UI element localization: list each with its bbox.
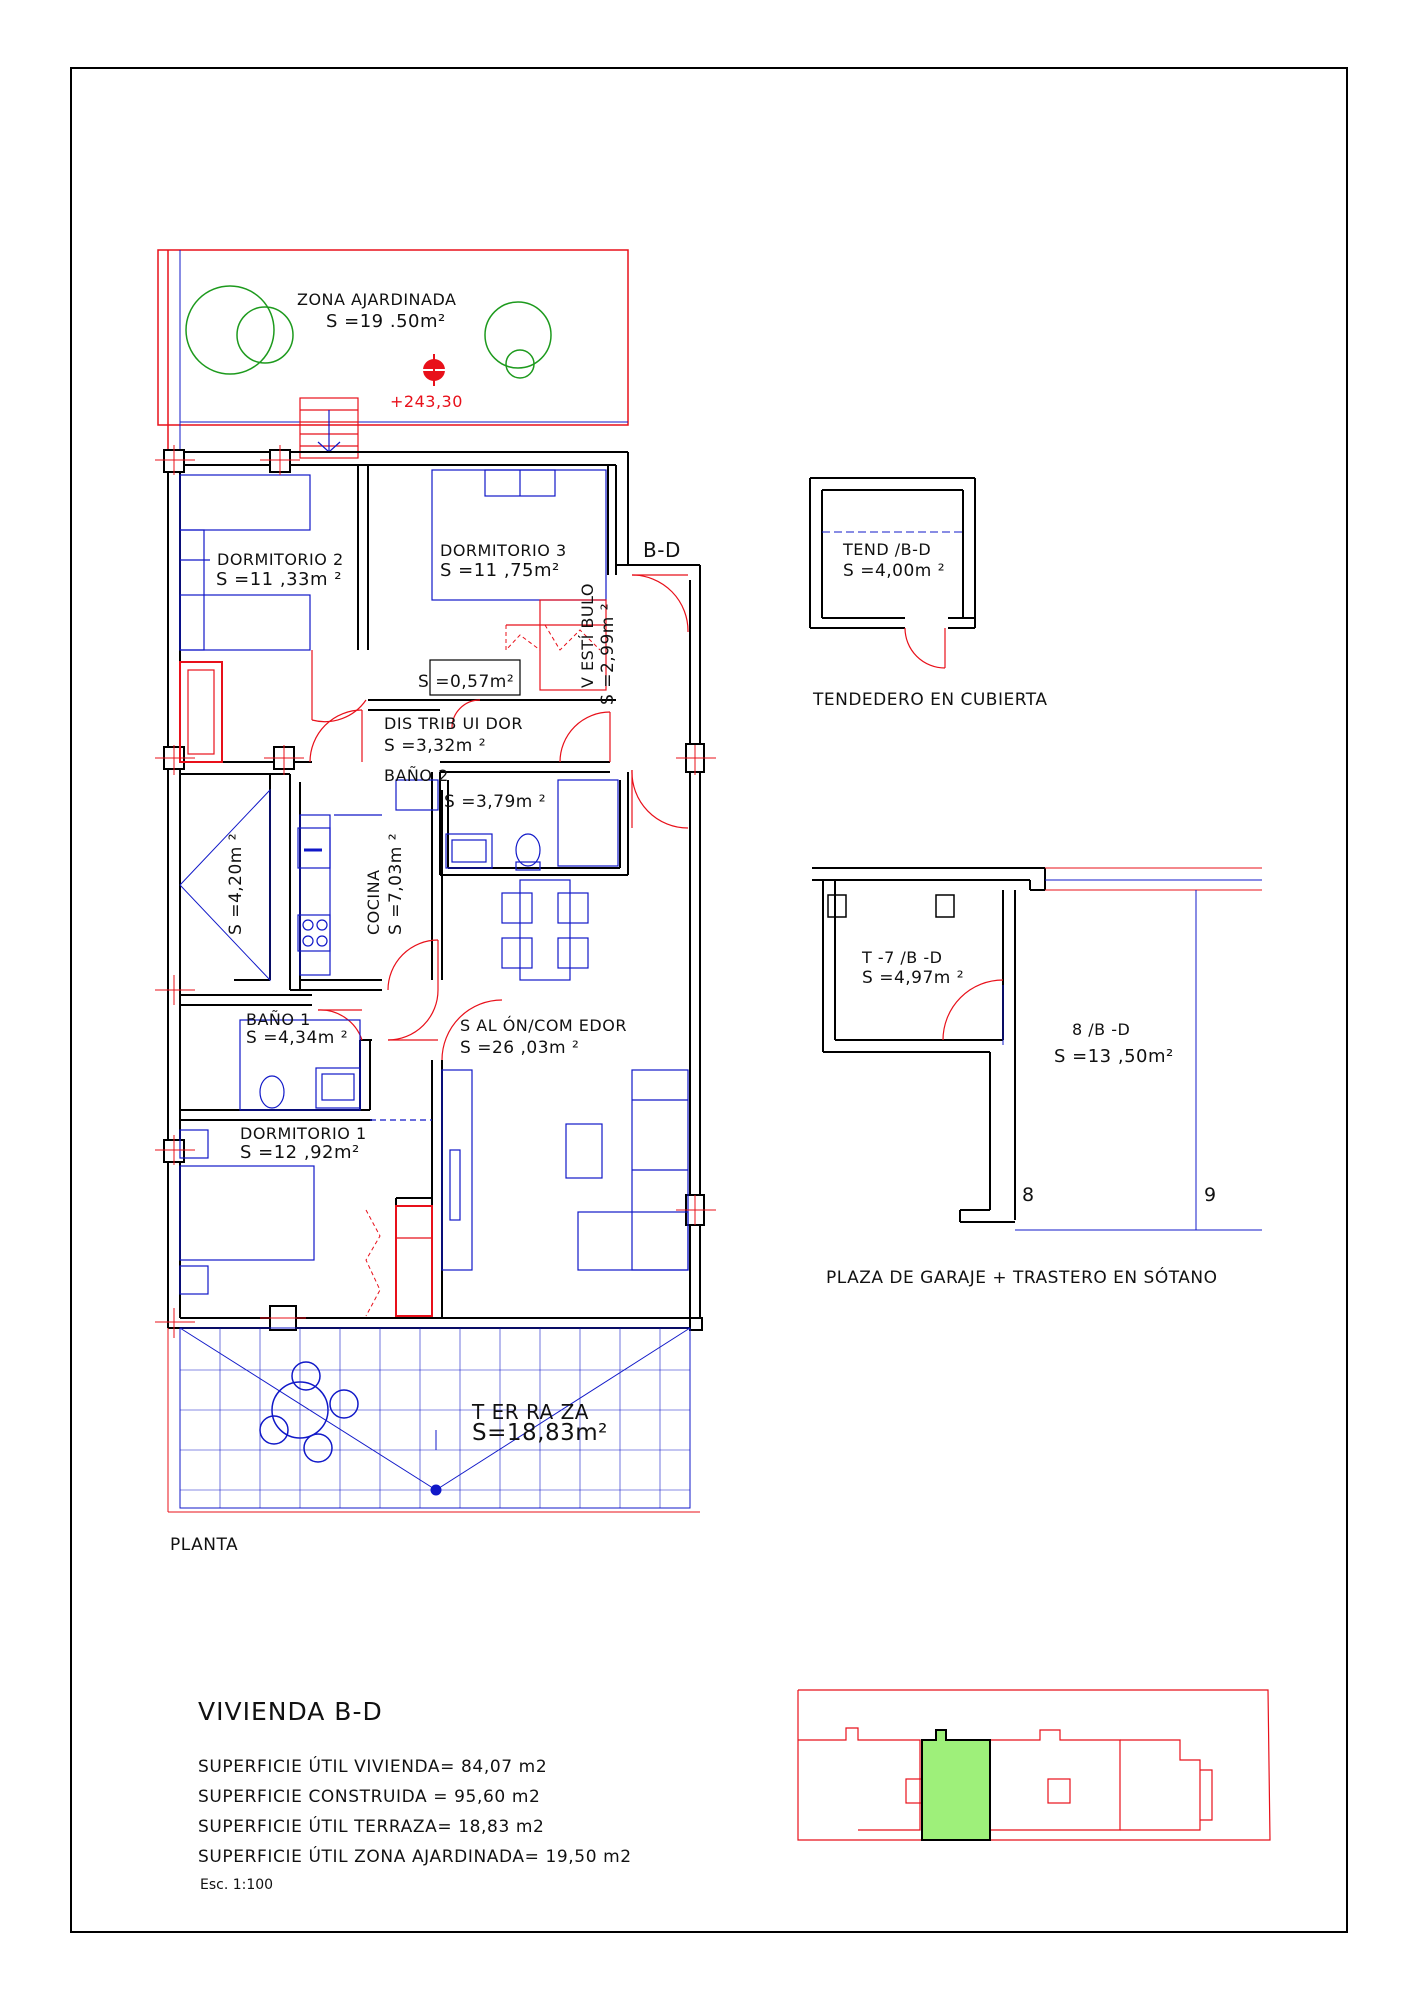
garden-zone [158, 250, 628, 458]
bedroom1-label: DORMITORIO 1 [240, 1124, 367, 1143]
vestibule-area: S =2,99m ² [598, 602, 618, 705]
unit-highlight [922, 1730, 990, 1840]
site-key-plan [798, 1690, 1270, 1840]
living-area: S =26 ,03m ² [460, 1038, 580, 1058]
bath2-area: S =3,79m ² [444, 792, 547, 812]
plan-caption: PLANTA [170, 1535, 239, 1555]
dining-table [502, 880, 588, 980]
bedroom2-label: DORMITORIO 2 [217, 550, 344, 569]
bedroom1-area: S =12 ,92m² [240, 1142, 360, 1163]
closet-area: S =0,57m² [418, 672, 515, 692]
summary-line: SUPERFICIE ÚTIL TERRAZA= 18,83 m2 [198, 1817, 545, 1837]
terrace-table-icon [260, 1362, 358, 1462]
unit-tag: B-D [643, 538, 681, 562]
laundry-area [180, 790, 270, 980]
parking-label: 8 /B -D [1072, 1020, 1131, 1039]
roof-area: S =4,00m ² [843, 561, 946, 581]
terrace-area: S=18,83m² [472, 1420, 608, 1446]
bath1-area: S =4,34m ² [246, 1028, 349, 1048]
parking-area: S =13 ,50m² [1054, 1046, 1174, 1067]
laundry-area-label: S =4,20m ² [226, 832, 246, 935]
level-marker-icon [418, 354, 450, 386]
summary-line: SUPERFICIE CONSTRUIDA = 95,60 m2 [198, 1787, 541, 1807]
bedroom3-label: DORMITORIO 3 [440, 541, 567, 560]
garage-plan [812, 868, 1262, 1230]
kitchen-label: COCINA [364, 869, 383, 935]
garden-level: +243,30 [390, 392, 463, 411]
roof-label: TEND /B-D [843, 540, 932, 559]
door-swings [310, 575, 688, 1060]
scale-note: Esc. 1:100 [200, 1877, 274, 1893]
summary-line: SUPERFICIE ÚTIL ZONA AJARDINADA= 19,50 m2 [198, 1847, 632, 1867]
terrace [168, 1328, 700, 1512]
tree-icon [186, 286, 293, 374]
bath2-label: BAÑO 2 [384, 766, 449, 785]
surface-summary [198, 1752, 632, 1872]
tree-icon [485, 302, 551, 378]
summary-line: SUPERFICIE ÚTIL VIVIENDA= 84,07 m2 [198, 1757, 548, 1777]
storage-area: S =4,97m ² [862, 968, 965, 988]
garden-label: ZONA AJARDINADA [297, 290, 457, 309]
roof-caption: TENDEDERO EN CUBIERTA [813, 690, 1048, 710]
distributor-label: DIS TRIB UI DOR [384, 714, 523, 733]
storage-label: T -7 /B -D [862, 948, 943, 967]
space-8-number: 8 [1022, 1184, 1035, 1206]
bath1-label: BAÑO 1 [246, 1010, 311, 1029]
kitchen-area: S =7,03m ² [386, 832, 406, 935]
terrace-label: T ER RA ZA [472, 1400, 589, 1424]
living-label: S AL ÓN/COM EDOR [460, 1016, 627, 1035]
distributor-area: S =3,32m ² [384, 736, 487, 756]
vestibule-label: V ESTÍ BULO [578, 583, 597, 688]
garage-caption: PLAZA DE GARAJE + TRASTERO EN SÓTANO [826, 1268, 1218, 1288]
bedroom1-wardrobe-doors [366, 1210, 380, 1316]
bedroom2-furniture [180, 475, 310, 762]
garden-area: S =19 .50m² [326, 311, 446, 332]
bedroom3-area: S =11 ,75m² [440, 560, 560, 581]
garden-stairs [300, 398, 358, 458]
bedroom2-area: S =11 ,33m ² [216, 569, 342, 590]
unit-title: VIVIENDA B-D [198, 1697, 383, 1726]
living-furniture [442, 1070, 688, 1270]
space-9-number: 9 [1204, 1184, 1217, 1206]
